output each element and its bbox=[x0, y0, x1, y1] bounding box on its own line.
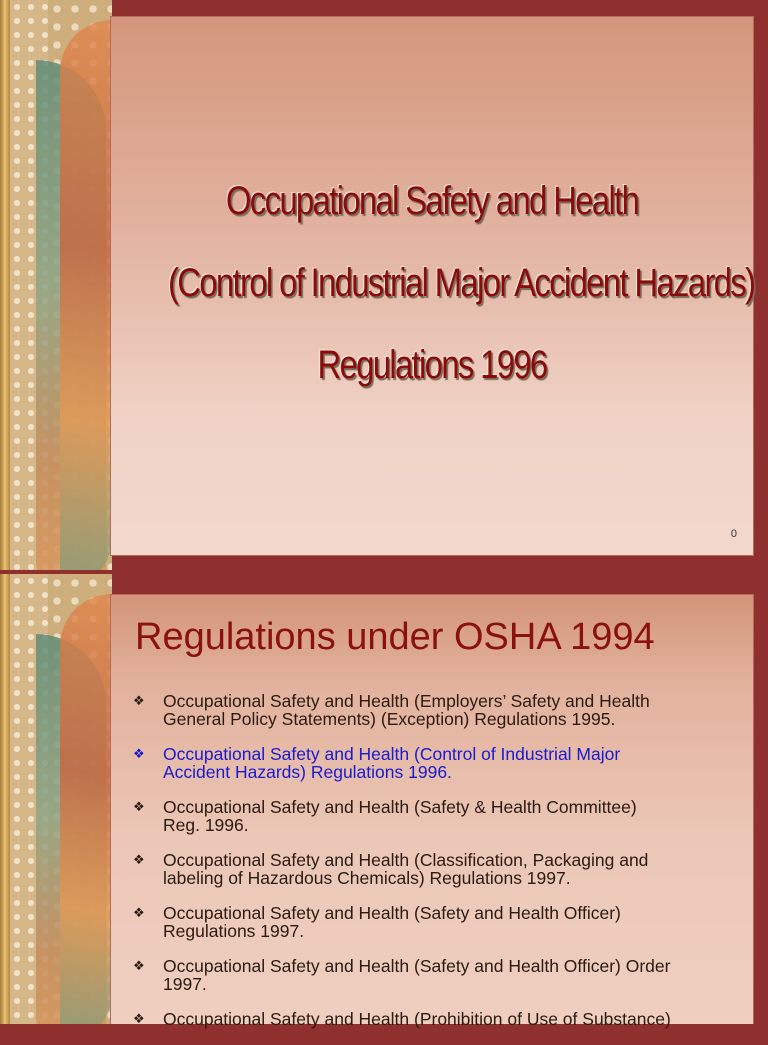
diamond-bullet-icon: ❖ bbox=[133, 852, 145, 867]
title-line: Regulations 1996 bbox=[317, 343, 547, 387]
list-item: ❖ Occupational Safety and Health (Safety and Health Officer) Order 1997. bbox=[133, 956, 671, 994]
decorative-strip bbox=[0, 574, 112, 1024]
list-item: ❖ Occupational Safety and Health (Employers’ Safety and Health General Policy Statements) (Exception) Regulations 1995. bbox=[133, 691, 650, 729]
list-item-highlighted: ❖ Occupational Safety and Health (Control of Industrial Major Accident Hazards) Regulations 1996. bbox=[133, 744, 621, 782]
list-item: ❖ Occupational Safety and Health (Safety & Health Committee) Reg. 1996. bbox=[133, 797, 637, 835]
list-item: ❖ Occupational Safety and Health (Safety and Health Officer) Regulations 1997. bbox=[133, 903, 621, 941]
diamond-bullet-icon: ❖ bbox=[133, 799, 145, 814]
section-title: Regulations under OSHA 1994 bbox=[135, 616, 655, 658]
diamond-bullet-icon: ❖ bbox=[133, 958, 145, 973]
decorative-strip bbox=[0, 0, 112, 570]
diamond-bullet-icon: ❖ bbox=[133, 746, 145, 761]
list-item: ❖ Occupational Safety and Health (Classification, Packaging and labeling of Hazardous Chemicals) Regulations 1997. bbox=[133, 850, 649, 888]
diamond-bullet-icon: ❖ bbox=[133, 905, 145, 920]
list-item: ❖ Occupational Safety and Health (Prohibition of Use of Substance) bbox=[133, 1009, 671, 1029]
slide-title bbox=[167, 160, 755, 406]
diamond-bullet-icon: ❖ bbox=[133, 1011, 145, 1026]
page-number: 0 bbox=[730, 528, 737, 540]
title-line: (Control of Industrial Major Accident Hazards) bbox=[167, 261, 755, 305]
diamond-bullet-icon: ❖ bbox=[133, 693, 145, 708]
title-line: Occupational Safety and Health bbox=[225, 179, 639, 223]
regulations-list bbox=[133, 692, 733, 1045]
